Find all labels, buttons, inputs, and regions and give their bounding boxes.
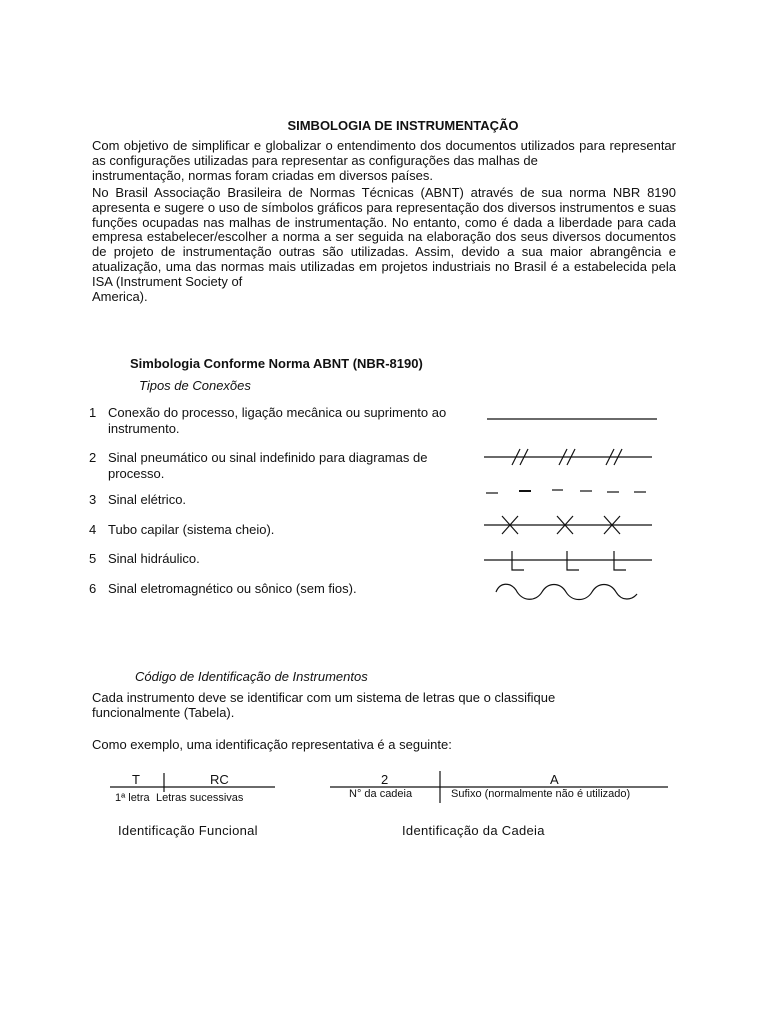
connections-title: Tipos de Conexões bbox=[139, 378, 251, 393]
connection-1-number: 1 bbox=[89, 405, 97, 420]
intro-paragraph-1-text: Com objetivo de simplificar e globalizar o entendimento dos documentos utilizados para representar as configurações utilizadas para representar as configurações das malhas de bbox=[92, 138, 676, 168]
functional-succeeding-letters: RC bbox=[210, 772, 229, 787]
intro-paragraph-2-last-line: America). bbox=[92, 288, 148, 304]
section-title: Simbologia Conforme Norma ABNT (NBR-8190) bbox=[130, 356, 423, 371]
intro-paragraph-2-text: No Brasil Associação Brasileira de Normas Técnicas (ABNT) através de sua norma NBR 8190 apresenta e sugere o uso de símbolos gráficos para representação dos diversos instrumentos e suas funções ocupadas nas malhas de instrumentação. No entanto, como é dada a liberdade para cada empresa estabelecer/escolher a norma a ser seguida na elaboração dos seus diversos documentos de projeto de instrumentação outras são utilizadas. Assim, devido a sua maior abrangência e atualização, uma das normas mais utilizadas em projetos industriais no Brasil é a estabelecida pela ISA (Instrument Society of bbox=[92, 185, 676, 289]
functional-first-letter: T bbox=[132, 772, 140, 787]
connection-5-text: Sinal hidráulico. bbox=[108, 551, 200, 566]
functional-first-letter-label: 1ª letra bbox=[115, 792, 150, 804]
connection-2-number: 2 bbox=[89, 450, 97, 465]
identification-paragraph-1: Cada instrumento deve se identificar com um sistema de letras que o classifique funcionalmente (Tabela). bbox=[92, 690, 556, 720]
connection-5-number: 5 bbox=[89, 551, 97, 566]
connection-4-text: Tubo capilar (sistema cheio). bbox=[108, 522, 275, 537]
functional-caption: Identificação Funcional bbox=[118, 823, 258, 838]
loop-caption: Identificação da Cadeia bbox=[402, 823, 545, 838]
connection-6-text: Sinal eletromagnético ou sônico (sem fios). bbox=[108, 581, 357, 596]
loop-number-label: N° da cadeia bbox=[349, 788, 413, 800]
intro-paragraph-1-last-line: instrumentação, normas foram criadas em diversos países. bbox=[92, 167, 434, 183]
connection-6-number: 6 bbox=[89, 581, 97, 596]
loop-suffix-label: Sufixo (normalmente não é utilizado) bbox=[451, 788, 631, 800]
connection-1-text: Conexão do processo, ligação mecânica ou suprimento ao instrumento. bbox=[108, 405, 447, 436]
identification-title: Código de Identificação de Instrumentos bbox=[135, 669, 368, 684]
functional-succeeding-letters-label: Letras sucessivas bbox=[156, 792, 244, 804]
connection-3-number: 3 bbox=[89, 492, 97, 507]
loop-number: 2 bbox=[381, 772, 389, 787]
page-title: SIMBOLOGIA DE INSTRUMENTAÇÃO bbox=[287, 118, 519, 133]
connection-3-text: Sinal elétrico. bbox=[108, 492, 187, 507]
identification-paragraph-2: Como exemplo, uma identificação representativa é a seguinte: bbox=[92, 737, 452, 752]
connection-4-number: 4 bbox=[89, 522, 97, 537]
connection-2-text: Sinal pneumático ou sinal indefinido para diagramas de processo. bbox=[108, 450, 428, 481]
loop-suffix: A bbox=[550, 772, 559, 787]
